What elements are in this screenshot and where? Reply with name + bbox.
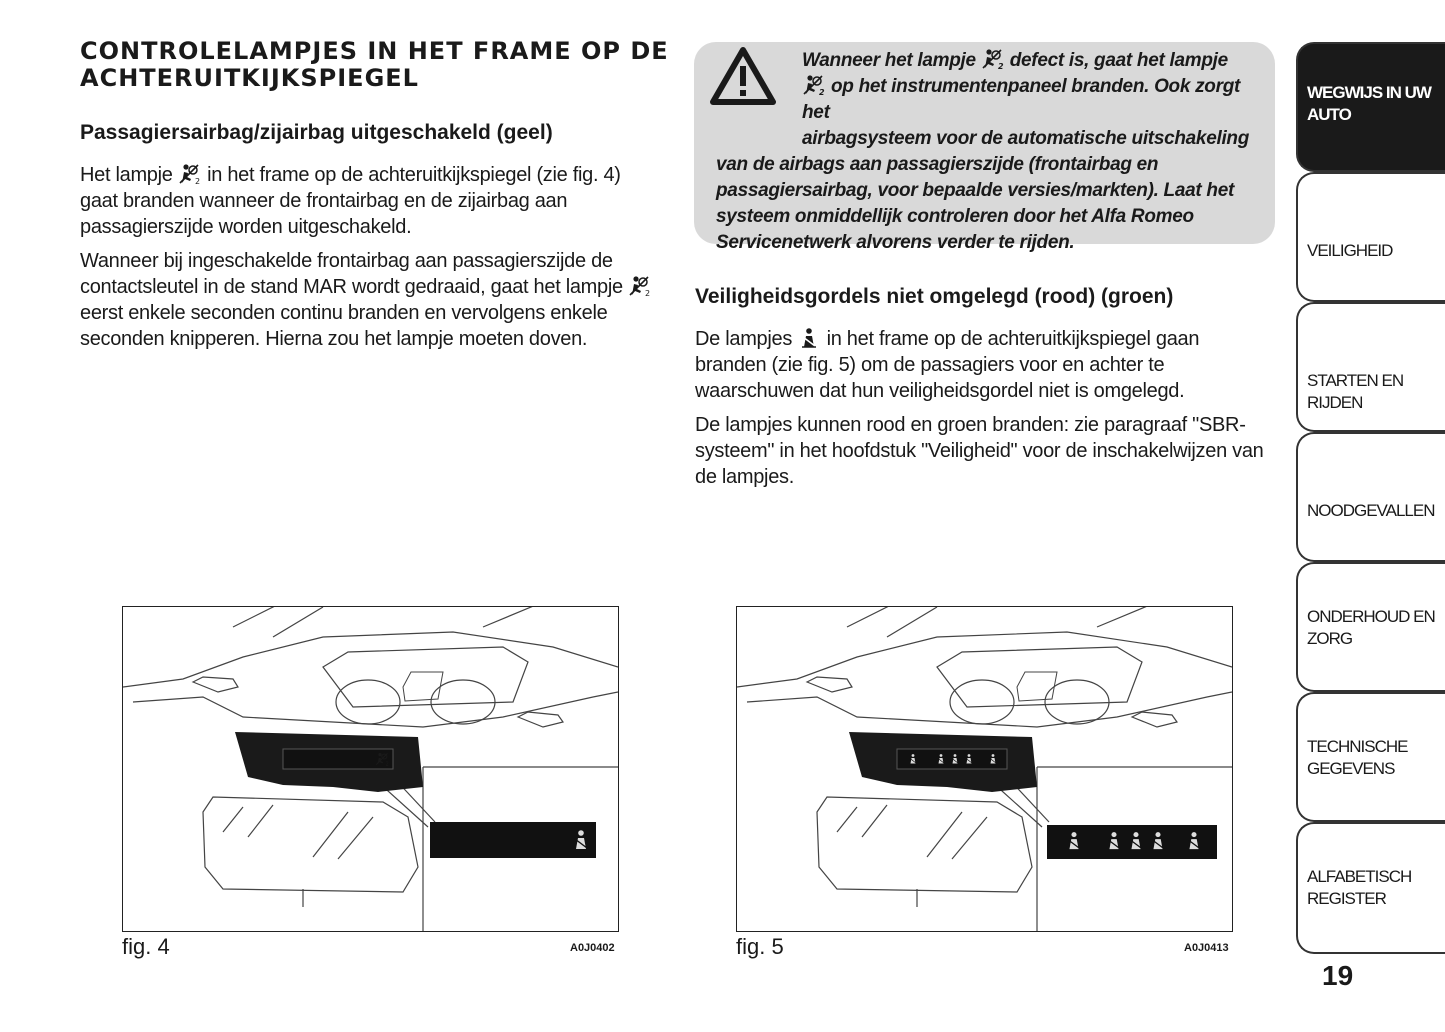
airbag-warning-icon (802, 74, 826, 96)
figure-4-label: fig. 4 (122, 934, 170, 959)
figure-5 (736, 606, 1233, 932)
p2-end: eerst enkele seconden continu branden en vervolgens enkele seconden knipperen. Hierna zou het lampje moeten doven. (80, 302, 608, 350)
seatbelt-description (695, 326, 1275, 498)
airbag-off-icon (628, 275, 652, 297)
p3-end: in het frame op de achteruitkijkspiegel gaan branden (zie fig. 5) om de passagiers voor en achter te waarschuwen dat hun veiligheidsgordel niet is omgelegd. (695, 328, 1200, 402)
airbag-off-icon (178, 163, 202, 185)
figure-5-label: fig. 5 (736, 934, 784, 959)
tab-onderhoud-en-zorg[interactable]: ONDERHOUD EN ZORG (1296, 562, 1445, 692)
mirror-illustration-fig5 (737, 607, 1232, 931)
airbag-off-icon (981, 48, 1005, 70)
tab-technische-gegevens[interactable]: TECHNISCHE GEGEVENS (1296, 692, 1445, 822)
mirror-illustration-fig4 (123, 607, 618, 931)
paragraph-3 (695, 326, 1275, 404)
figure-4-code: A0J0402 (570, 942, 615, 954)
p1-start: Het lampje (80, 164, 173, 186)
warning-line-1 (716, 48, 1271, 74)
figure-5-code: A0J0413 (1184, 942, 1229, 954)
p3-start: De lampjes (695, 328, 793, 350)
paragraph-2 (80, 248, 655, 352)
warning-line-1a: Wanneer het lampje (802, 50, 976, 71)
warning-line-1b: defect is, gaat het lampje (1009, 50, 1228, 71)
subhead-seatbelt: Veiligheidsgordels niet omgelegd (rood) (groen) (695, 285, 1174, 308)
warning-text (716, 48, 1271, 256)
tab-starten-en-rijden[interactable]: STARTEN EN RIJDEN (1296, 302, 1445, 432)
p1-end: in het frame op de achteruitkijkspiegel (zie fig. 4) gaat branden wanneer de frontairbag en de zijairbag aan passagierszijde worden uitgeschakeld. (80, 164, 621, 238)
figure-4 (122, 606, 619, 932)
paragraph-4: De lampjes kunnen rood en groen branden: zie paragraaf "SBR-systeem" in het hoofdstuk "Veiligheid" voor de inschakelwijzen van de lampjes. (695, 414, 1264, 488)
warning-box (694, 42, 1275, 253)
tab-alfabetisch-register[interactable]: ALFABETISCH REGISTER (1296, 822, 1445, 954)
warning-rest: van de airbags aan passagierszijde (frontairbag en passagiersairbag, voor bepaalde versies/markten). Laat het systeem onmiddellijk controleren door het Alfa Romeo Servicenetwerk alvorens verder te rijden. (716, 154, 1234, 253)
warning-line-3: airbagsysteem voor de automatische uitschakeling (802, 128, 1250, 149)
tab-noodgevallen[interactable]: NOODGEVALLEN (1296, 432, 1445, 562)
paragraph-1 (80, 162, 655, 240)
section-title: CONTROLELAMPJES IN HET FRAME OP DE ACHTERUITKIJKSPIEGEL (80, 37, 669, 92)
tab-wegwijs[interactable]: WEGWIJS IN UW AUTO (1296, 42, 1445, 172)
airbag-description (80, 162, 655, 360)
subhead-airbag: Passagiersairbag/zijairbag uitgeschakeld (geel) (80, 121, 553, 144)
warning-line-2 (716, 74, 1271, 126)
p2-start: Wanneer bij ingeschakelde frontairbag aan passagierszijde de contactsleutel in de stand MAR wordt gedraaid, gaat het lampje (80, 250, 623, 298)
seatbelt-icon (797, 327, 821, 349)
page-number: 19 (1322, 960, 1354, 991)
tab-veiligheid[interactable]: VEILIGHEID (1296, 172, 1445, 302)
warning-line-2-text: op het instrumentenpaneel branden. Ook zorgt het (802, 76, 1241, 123)
